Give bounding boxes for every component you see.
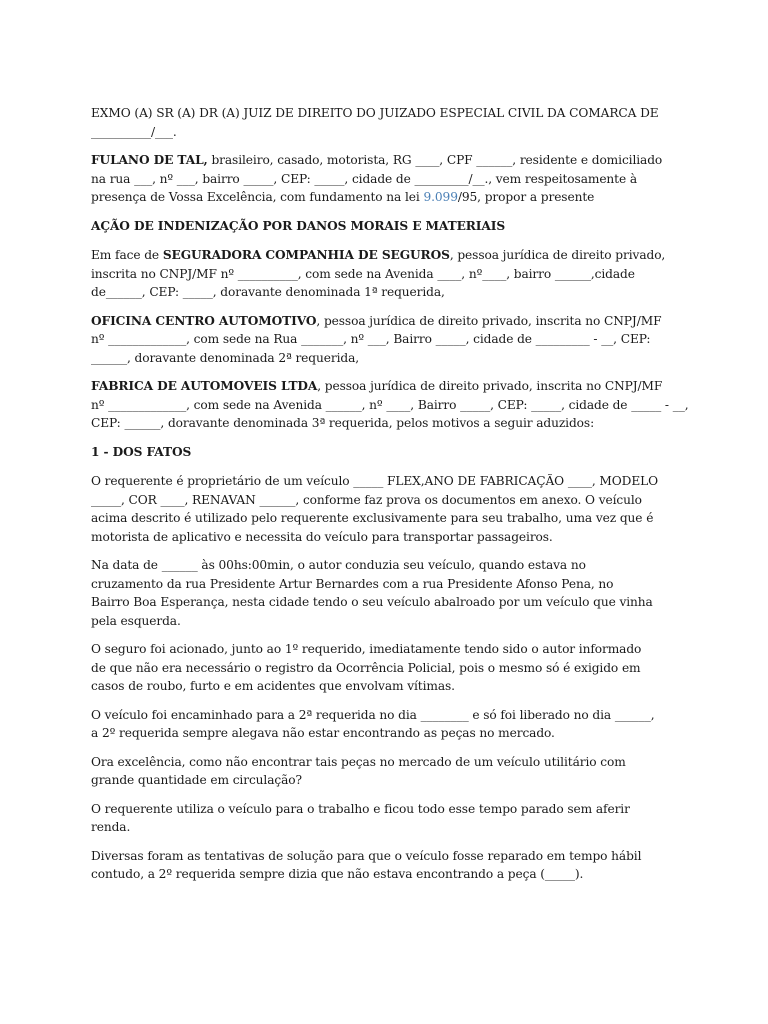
plaintiff-line-3-start: presença de Vossa Excelência, com fundamento na lei — [91, 190, 424, 204]
defendant-2-line-2: nº _____________, com sede na Rua _______, nº ___, Bairro _____, cidade de _________ - __, CEP: — [91, 332, 651, 346]
defendant-1-line-1: , pessoa jurídica de direito privado, — [449, 248, 666, 262]
defendant-2-line-3: ______, doravante denominada 2ª requerida, — [91, 350, 360, 365]
facts-5-line-2: grande quantidade em circulação? — [91, 773, 302, 787]
facts-paragraph-6 — [91, 800, 691, 837]
facts-1-line-2: _____, COR ____, RENAVAN ______, conforme faz prova os documentos em anexo. O veículo — [91, 492, 642, 507]
plaintiff-line-3-end: /95, propor a presente — [457, 190, 595, 204]
plaintiff-paragraph — [91, 151, 691, 207]
facts-paragraph-5 — [91, 753, 691, 790]
defendant-1-name: SEGURADORA COMPANHIA DE SEGUROS — [162, 248, 450, 262]
defendant-1-line-3: de______, CEP: _____, doravante denominada 1ª requerida, — [91, 285, 445, 299]
defendant-2-line-1: , pessoa jurídica de direito privado, inscrita no CNPJ/MF — [316, 313, 662, 328]
facts-paragraph-3 — [91, 640, 691, 696]
section-title-facts: 1 - DOS FATOS — [91, 444, 192, 459]
defendant-3-name: FABRICA DE AUTOMOVEIS LTDA — [91, 379, 318, 393]
plaintiff-name: FULANO DE TAL, — [91, 153, 208, 167]
facts-2-line-2: cruzamento da rua Presidente Artur Bernardes com a rua Presidente Afonso Pena, no — [91, 576, 614, 591]
plaintiff-line-1: brasileiro, casado, motorista, RG ____, CPF ______, residente e domiciliado — [207, 153, 663, 167]
facts-7-line-2: contudo, a 2º requerida sempre dizia que não estava encontrando a peça (_____). — [91, 867, 584, 881]
defendant-1-paragraph — [91, 246, 691, 302]
facts-1-line-1: O requerente é proprietário de um veículo _____ FLEX,ANO DE FABRICAÇÃO ____, MODELO — [91, 474, 658, 488]
court-header-line-2: __________/___. — [91, 124, 177, 139]
defendant-3-paragraph — [91, 377, 691, 433]
facts-5-line-1: Ora excelência, como não encontrar tais peças no mercado de um veículo utilitário com — [91, 754, 626, 769]
facts-paragraph-1 — [91, 472, 691, 546]
defendant-3-line-1: , pessoa jurídica de direito privado, inscrita no CNPJ/MF — [317, 379, 663, 393]
facts-6-line-2: renda. — [91, 820, 131, 834]
facts-paragraph-7 — [91, 847, 691, 884]
document-page — [91, 104, 691, 894]
defendant-3-line-3: CEP: ______, doravante denominada 3ª requerida, pelos motivos a seguir aduzidos: — [91, 416, 595, 430]
facts-paragraph-2 — [91, 556, 691, 630]
defendant-1-prefix: Em face de — [91, 248, 163, 262]
facts-2-line-3: Bairro Boa Esperança, nesta cidade tendo o seu veículo abalroado por um veículo que vinha — [91, 595, 653, 609]
plaintiff-line-2: na rua ___, nº ___, bairro _____, CEP: _____, cidade de _________/__., vem respeitosamente à — [91, 171, 638, 186]
facts-paragraph-4 — [91, 706, 691, 743]
facts-4-line-1: O veículo foi encaminhado para a 2ª requerida no dia ________ e só foi liberado no dia ______, — [91, 707, 655, 722]
facts-3-line-3: casos de roubo, furto e em acidentes que envolvam vítimas. — [91, 679, 455, 693]
facts-2-line-1: Na data de ______ às 00hs:00min, o autor conduzia seu veículo, quando estava no — [91, 558, 586, 572]
facts-4-line-2: a 2º requerida sempre alegava não estar encontrando as peças no mercado. — [91, 726, 555, 740]
defendant-1-line-2: inscrita no CNPJ/MF nº __________, com sede na Avenida ____, nº____, bairro ______,cidade — [91, 266, 635, 281]
defendant-2-name: OFICINA CENTRO AUTOMOTIVO — [91, 313, 317, 328]
facts-1-line-4: motorista de aplicativo e necessita do veículo para transportar passageiros. — [91, 529, 553, 544]
facts-6-line-1: O requerente utiliza o veículo para o trabalho e ficou todo esse tempo parado sem aferir — [91, 801, 630, 816]
facts-1-line-3: acima descrito é utilizado pelo requerente exclusivamente para seu trabalho, uma vez que é — [91, 511, 654, 525]
defendant-3-line-2: nº _____________, com sede na Avenida ______, nº ____, Bairro _____, CEP: _____, cidade de _____ - __, — [91, 397, 689, 412]
facts-2-line-4: pela esquerda. — [91, 613, 181, 628]
action-title: AÇÃO DE INDENIZAÇÃO POR DANOS MORAIS E MATERIAIS — [91, 218, 506, 233]
facts-3-line-1: O seguro foi acionado, junto ao 1º requerido, imediatamente tendo sido o autor informado — [91, 642, 642, 656]
defendant-2-paragraph — [91, 312, 691, 368]
facts-7-line-1: Diversas foram as tentativas de solução para que o veículo fosse reparado em tempo hábil — [91, 848, 642, 863]
facts-3-line-2: de que não era necessário o registro da Ocorrência Policial, pois o mesmo só é exigido em — [91, 660, 641, 675]
court-header — [91, 104, 691, 141]
court-header-line-1: EXMO (A) SR (A) DR (A) JUIZ DE DIREITO DO JUIZADO ESPECIAL CIVIL DA COMARCA DE — [91, 106, 659, 120]
law-link[interactable]: 9.099 — [423, 190, 458, 204]
